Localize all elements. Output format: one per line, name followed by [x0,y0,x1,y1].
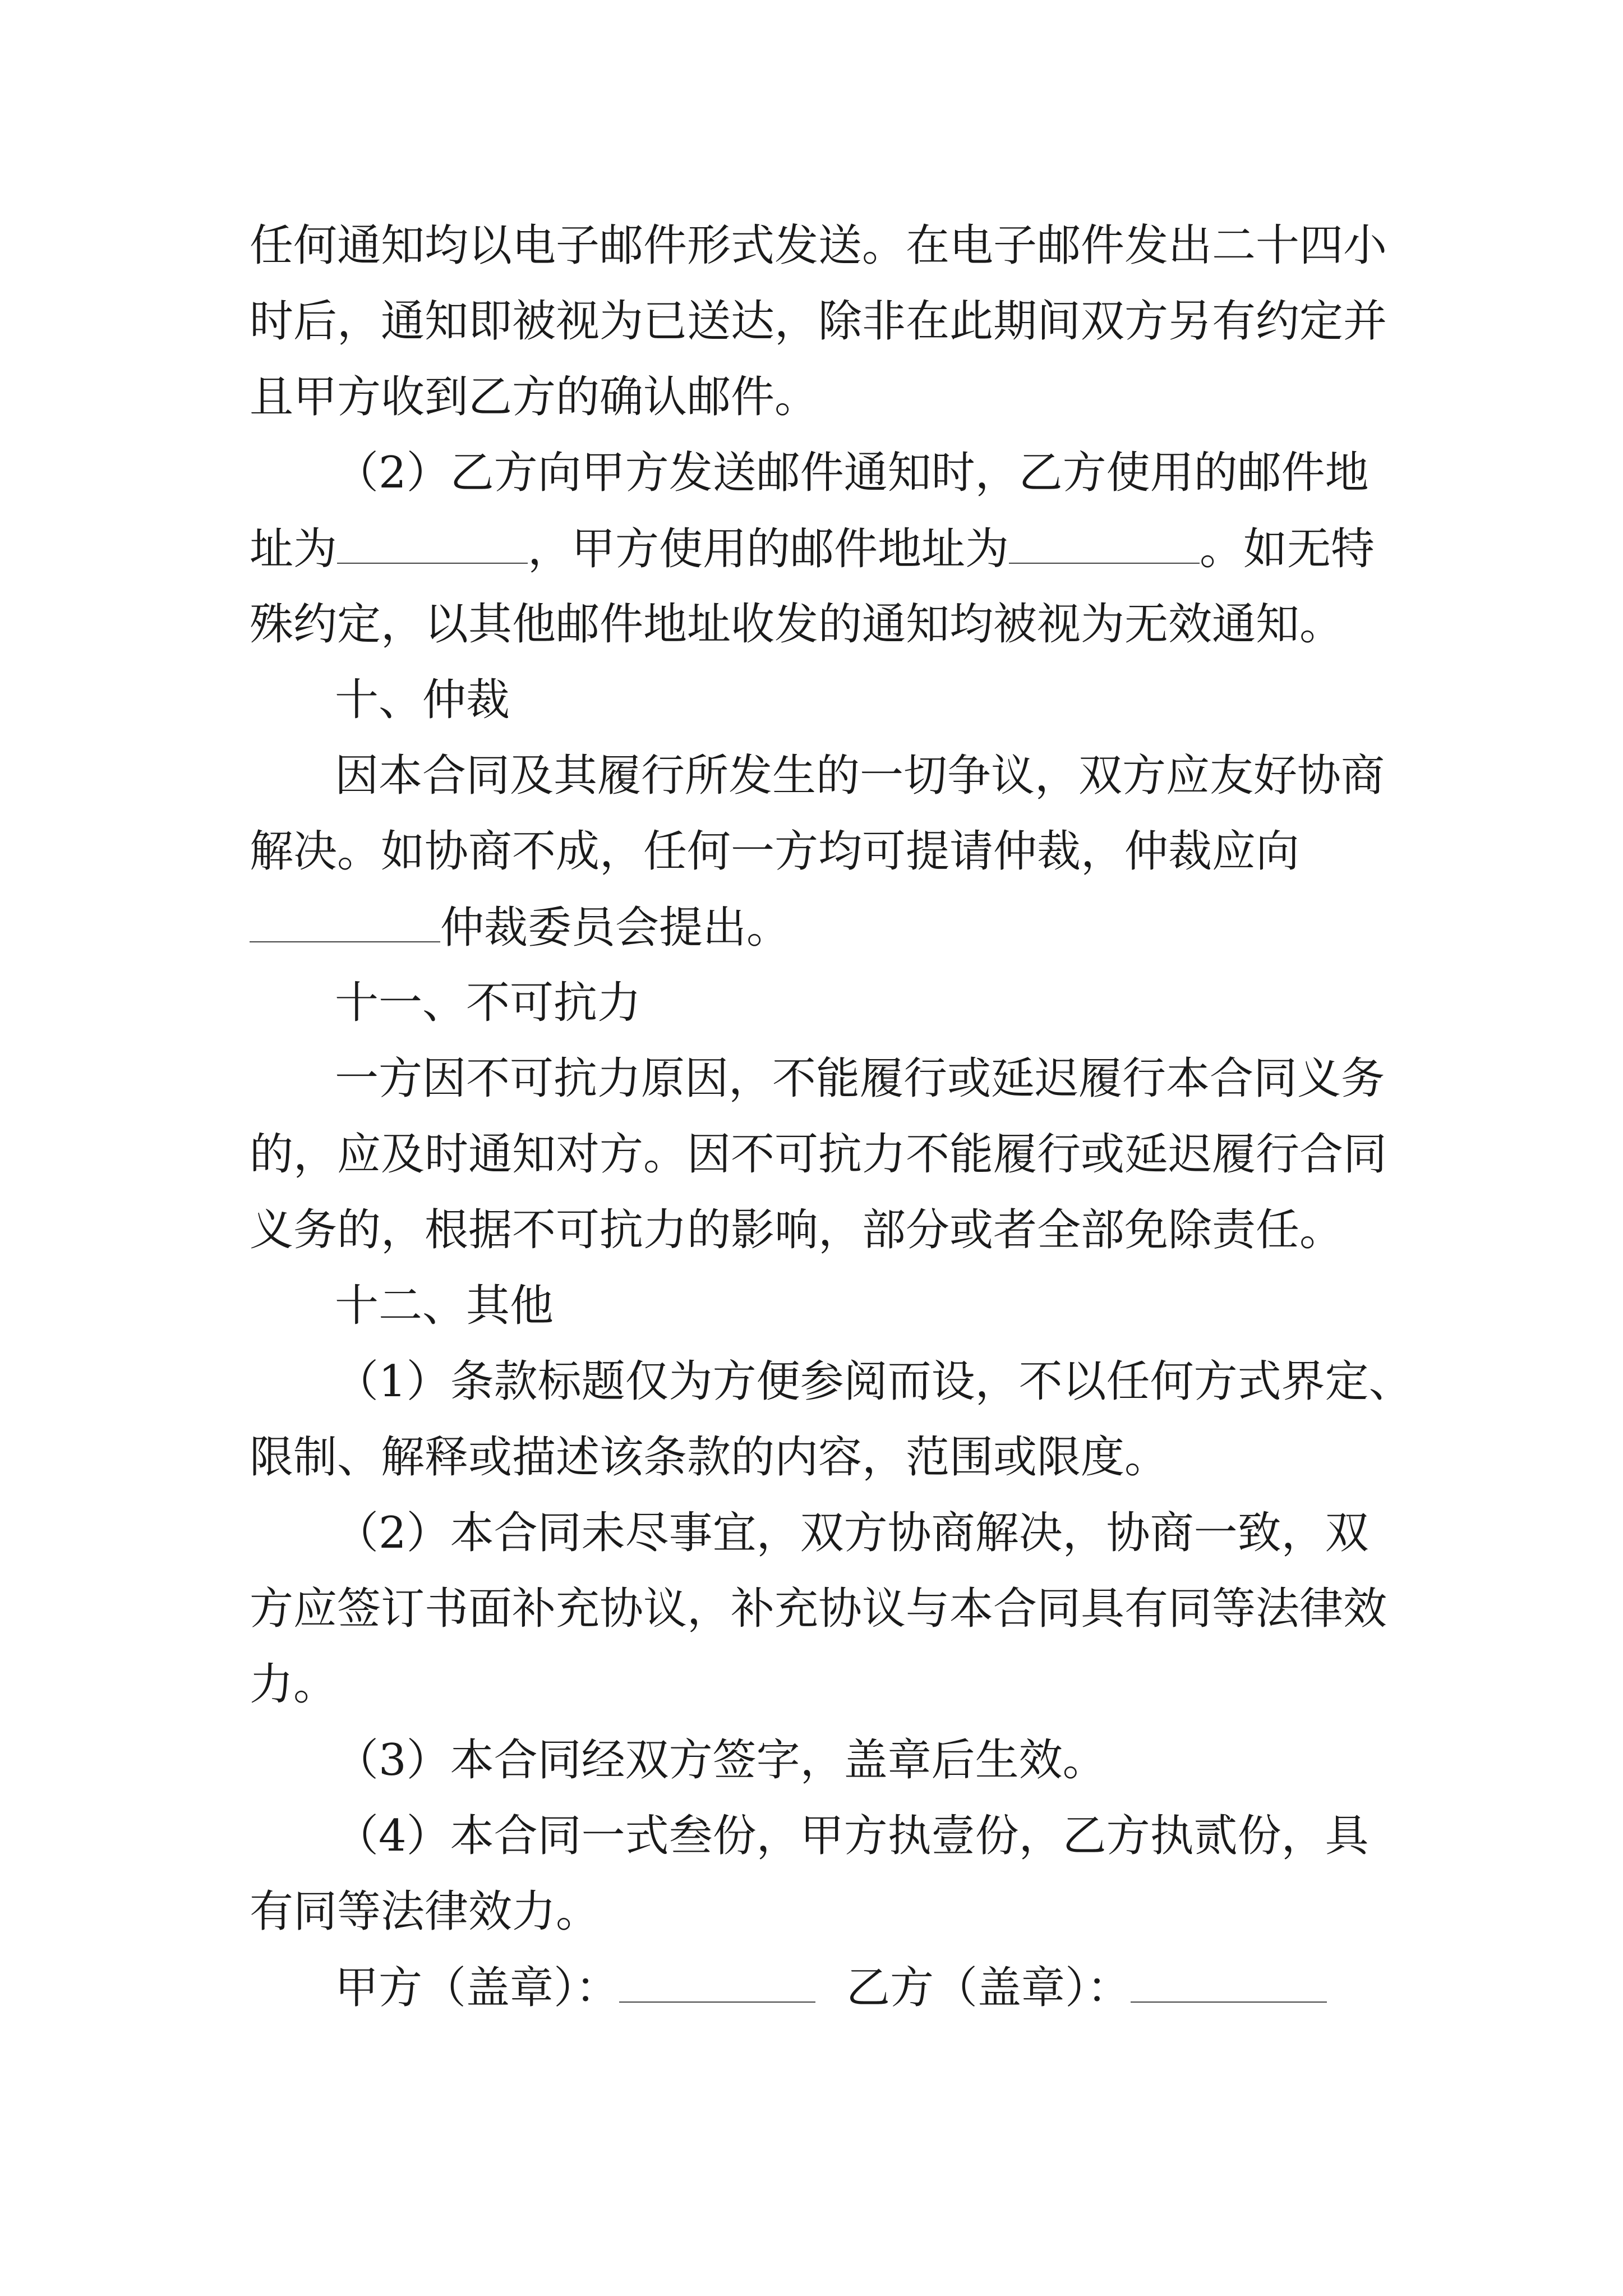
party-b-email-blank [337,518,528,564]
email-address-line [250,518,1623,579]
clause-2-email: （2）乙方向甲方发送邮件通知时，乙方使用的邮件地 [335,448,1369,498]
party-b-seal-label: 乙方（盖章）： [846,1963,1131,2013]
paragraph-line: 任何通知均以电子邮件形式发送。在电子邮件发出二十四小 [250,220,1387,271]
paragraph-line: 的，应及时通知对方。因不可抗力不能履行或延迟履行合同 [250,1129,1387,1180]
paragraph-line: 限制、解释或描述该条款的内容，范围或限度。 [250,1432,1169,1483]
paragraph-line: 方应签订书面补充协议，补充协议与本合同具有同等法律效 [250,1584,1387,1634]
section-heading-arbitration: 十、仲裁 [335,675,510,725]
clause-4: （4）本合同一式叁份，甲方执壹份，乙方执贰份，具 [335,1811,1369,1861]
text-segment: 址为 [250,524,338,574]
paragraph-line: 因本合同及其履行所发生的一切争议，双方应友好协商 [335,751,1385,801]
paragraph-line: 有同等法律效力。 [250,1887,600,1937]
paragraph-line: 力。 [250,1659,338,1710]
party-a-seal-label: 甲方（盖章）： [335,1963,620,2013]
paragraph-line: 义务的，根据不可抗力的影响，部分或者全部免除责任。 [250,1205,1344,1255]
section-heading-force-majeure: 十一、不可抗力 [335,978,642,1028]
section-heading-other: 十二、其他 [335,1281,554,1331]
paragraph-line: 解决。如协商不成，任何一方均可提请仲裁，仲裁应向 [250,826,1300,877]
party-a-email-blank [1009,518,1200,564]
paragraph-line: 殊约定，以其他邮件地址收发的通知均被视为无效通知。 [250,599,1344,650]
paragraph-line: 一方因不可抗力原因，不能履行或延迟履行本合同义务 [335,1053,1385,1104]
party-b-seal-blank [1131,1957,1327,2003]
arbitration-committee-blank [250,896,440,942]
clause-1: （1）条款标题仅为方便参阅而设，不以任何方式界定、 [335,1356,1413,1407]
party-a-seal-blank [619,1957,815,2003]
clause-2: （2）本合同未尽事宜，双方协商解决，协商一致，双 [335,1508,1369,1558]
text-segment: 仲裁委员会提出。 [440,903,791,953]
paragraph-line: 且甲方收到乙方的确认邮件。 [250,372,819,422]
clause-3: （3）本合同经双方签字，盖章后生效。 [335,1735,1106,1786]
paragraph-line: 时后，通知即被视为已送达，除非在此期间双方另有约定并 [250,296,1387,347]
text-segment: 。如无特 [1200,524,1375,574]
arbitration-committee-line [250,896,1623,958]
signature-line [335,1957,1623,2018]
text-segment: ，甲方使用的邮件地址为 [528,524,1009,574]
